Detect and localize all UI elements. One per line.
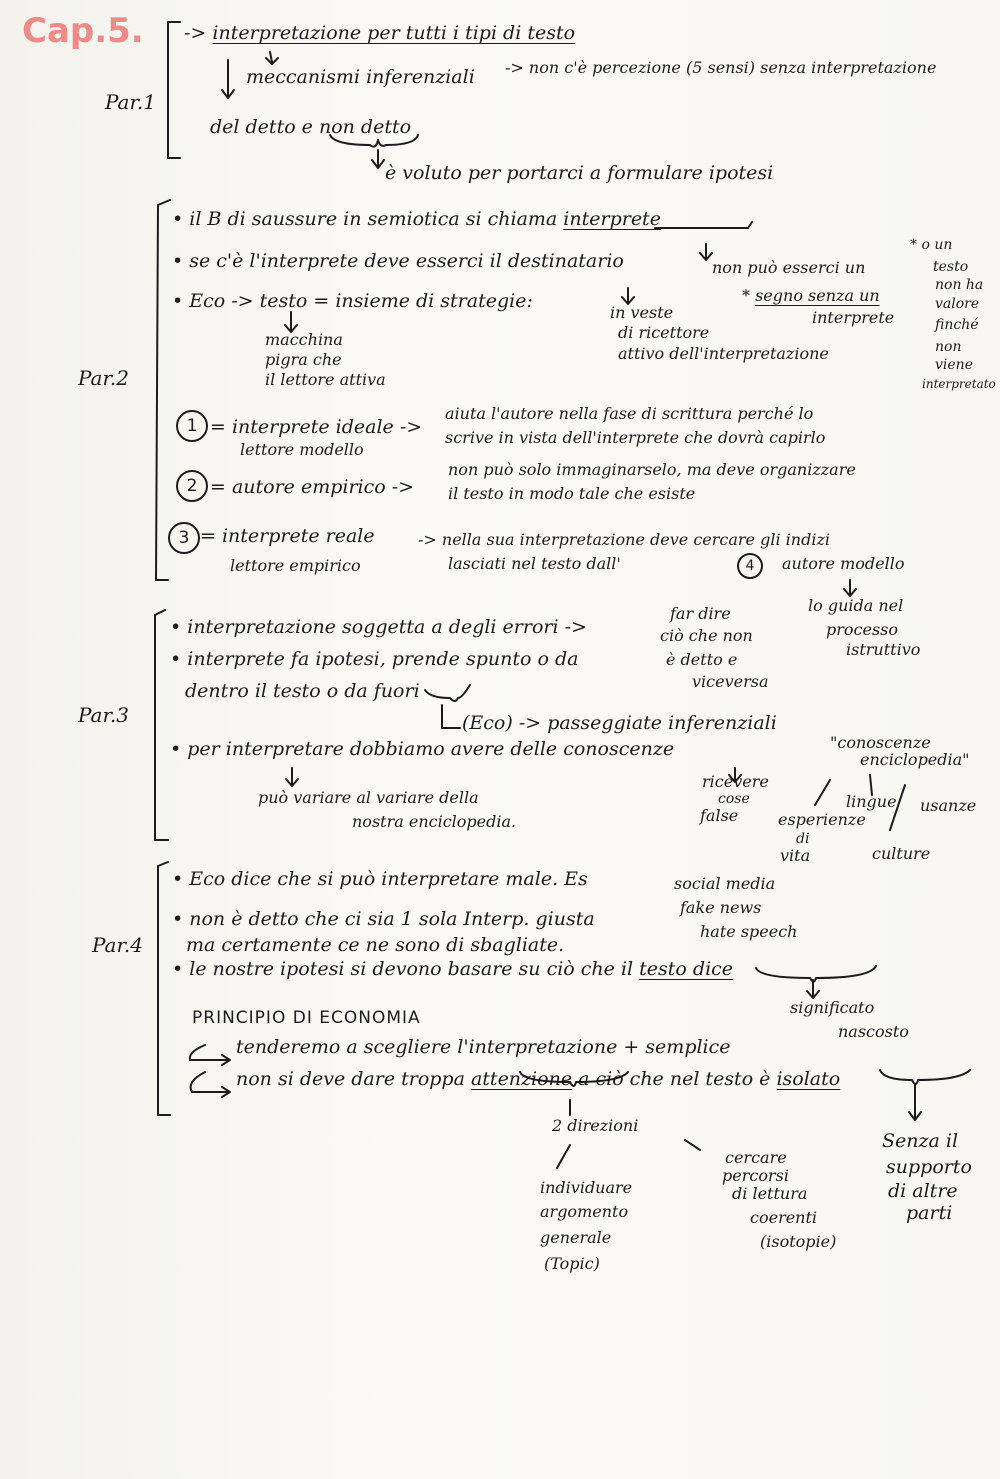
esperienze-1: esperienze: [778, 810, 866, 829]
due-direzioni: 2 direzioni: [552, 1116, 639, 1135]
economia-2: non si deve dare troppa attenzione a ciò che nel testo è isolato: [236, 1068, 841, 1090]
par1-line2b: -> non c'è percezione (5 sensi) senza interpretazione: [505, 58, 937, 77]
number-2: 2: [176, 470, 208, 502]
side-note-7: viene: [935, 357, 973, 373]
dir2-4: coerenti: [750, 1208, 818, 1227]
number-4: 4: [737, 553, 763, 579]
side-note-4: valore: [935, 296, 980, 312]
example-3: hate speech: [700, 922, 798, 941]
guida-2: processo: [826, 620, 899, 639]
par4-bullet2b: ma certamente ce ne sono di sbagliate.: [186, 934, 565, 956]
autore-modello: autore modello: [782, 554, 905, 573]
reale-arrow: -> nella sua interpretazione deve cercare gli indizi: [418, 530, 830, 549]
lettore-empirico: lettore empirico: [230, 556, 361, 575]
culture: culture: [872, 844, 931, 863]
far-dire-1: far dire: [670, 604, 731, 623]
far-dire-3: è detto e: [666, 650, 738, 669]
macchina-3: il lettore attiva: [265, 370, 386, 389]
veste-2: di ricettore: [618, 323, 710, 342]
par3-bullet1: • interpretazione soggetta a degli errori ->: [170, 616, 587, 638]
senza-2: supporto: [886, 1156, 972, 1178]
side-note-8: interpretato: [922, 377, 996, 391]
conoscenze-1: "conoscenze: [830, 733, 931, 752]
senza-1: Senza il: [882, 1130, 959, 1152]
macchina-2: pigra che: [265, 350, 342, 369]
side-note-1: * o un: [910, 237, 953, 253]
autore-empirico: = autore empirico ->: [210, 476, 415, 498]
guida-1: lo guida nel: [808, 596, 904, 615]
par2-note-c: interprete: [812, 308, 895, 327]
usanze: usanze: [920, 796, 977, 815]
side-note-3: non ha: [935, 277, 984, 293]
reale-desc-2: lasciati nel testo dall': [448, 554, 621, 573]
number-3: 3: [168, 522, 200, 554]
variare-2: nostra enciclopedia.: [352, 812, 517, 831]
lingue: lingue: [846, 792, 897, 811]
far-dire-2: ciò che non: [660, 626, 753, 645]
dir2-3: di lettura: [732, 1184, 808, 1203]
senza-4: parti: [906, 1202, 953, 1224]
significato-2: nascosto: [838, 1022, 909, 1041]
side-note-6: non: [935, 339, 962, 355]
ideale-desc-2: scrive in vista dell'interprete che dovrà capirlo: [445, 428, 826, 447]
par3-eco: (Eco) -> passeggiate inferenziali: [462, 712, 777, 734]
par3-bullet2: • interprete fa ipotesi, prende spunto o da: [170, 648, 579, 670]
guida-3: istruttivo: [846, 640, 921, 659]
par2-bullet2: • se c'è l'interprete deve esserci il destinatario: [172, 250, 624, 272]
lettore-modello: lettore modello: [240, 440, 364, 459]
par4-bullet3: • le nostre ipotesi si devono basare su ciò che il testo dice: [172, 958, 734, 980]
ricevere-2: cose: [718, 791, 750, 807]
par1-line1: -> interpretazione per tutti i tipi di testo: [184, 22, 576, 44]
par3-bullet3: • per interpretare dobbiamo avere delle conoscenze: [170, 738, 675, 760]
economia-1: tenderemo a scegliere l'interpretazione + semplice: [236, 1036, 731, 1058]
par2-label: Par.2: [78, 366, 129, 390]
variare-1: può variare al variare della: [258, 788, 479, 807]
side-note-2: testo: [933, 259, 969, 275]
dir1-3: generale: [540, 1228, 612, 1247]
par2-note-a: non può esserci un: [712, 258, 866, 277]
par2-bullet1: • il B di saussure in semiotica si chiama interprete: [172, 208, 661, 230]
veste-3: attivo dell'interpretazione: [618, 344, 829, 363]
ricevere-3: false: [700, 806, 739, 825]
principio-title: PRINCIPIO DI ECONOMIA: [192, 1008, 421, 1028]
par2-note-b: * segno senza un: [742, 286, 880, 305]
par4-bullet2: • non è detto che ci sia 1 sola Interp. giusta: [172, 908, 595, 930]
example-2: fake news: [680, 898, 762, 917]
example-1: social media: [674, 874, 776, 893]
par2-bullet3: • Eco -> testo = insieme di strategie:: [172, 290, 533, 312]
dir1-4: (Topic): [544, 1254, 600, 1273]
dir2-5: (isotopie): [760, 1232, 837, 1251]
empirico-desc-2: il testo in modo tale che esiste: [448, 484, 696, 503]
par1-line3: del detto e non detto: [210, 116, 412, 138]
par1-line4: è voluto per portarci a formulare ipotesi: [385, 162, 774, 184]
par4-bullet1: • Eco dice che si può interpretare male. Es: [172, 868, 588, 890]
side-note-5: finché: [935, 317, 979, 333]
par3-bullet2b: dentro il testo o da fuori: [185, 680, 420, 702]
dir2-1: cercare: [725, 1148, 787, 1167]
dir1-2: argomento: [540, 1202, 629, 1221]
senza-3: di altre: [888, 1180, 958, 1202]
number-1: 1: [176, 410, 208, 442]
par1-label: Par.1: [105, 90, 156, 114]
chapter-title: Cap.5.: [22, 11, 144, 51]
dir1-1: individuare: [540, 1178, 633, 1197]
par3-label: Par.3: [78, 703, 129, 727]
ricevere-1: ricevere: [702, 772, 769, 791]
interprete-ideale: = interprete ideale ->: [210, 416, 423, 438]
interprete-reale: = interprete reale: [200, 525, 375, 547]
par1-line2: meccanismi inferenziali: [246, 66, 475, 88]
esperienze-2: di: [796, 831, 810, 847]
veste-1: in veste: [610, 303, 674, 322]
conoscenze-2: enciclopedia": [860, 750, 970, 769]
empirico-desc-1: non può solo immaginarselo, ma deve organizzare: [448, 460, 856, 479]
ideale-desc-1: aiuta l'autore nella fase di scrittura perché lo: [445, 404, 814, 423]
esperienze-3: vita: [780, 846, 811, 865]
significato-1: significato: [790, 998, 875, 1017]
par4-label: Par.4: [92, 933, 143, 957]
dir2-2: percorsi: [722, 1166, 789, 1185]
macchina-1: macchina: [265, 330, 343, 349]
far-dire-4: viceversa: [692, 672, 769, 691]
